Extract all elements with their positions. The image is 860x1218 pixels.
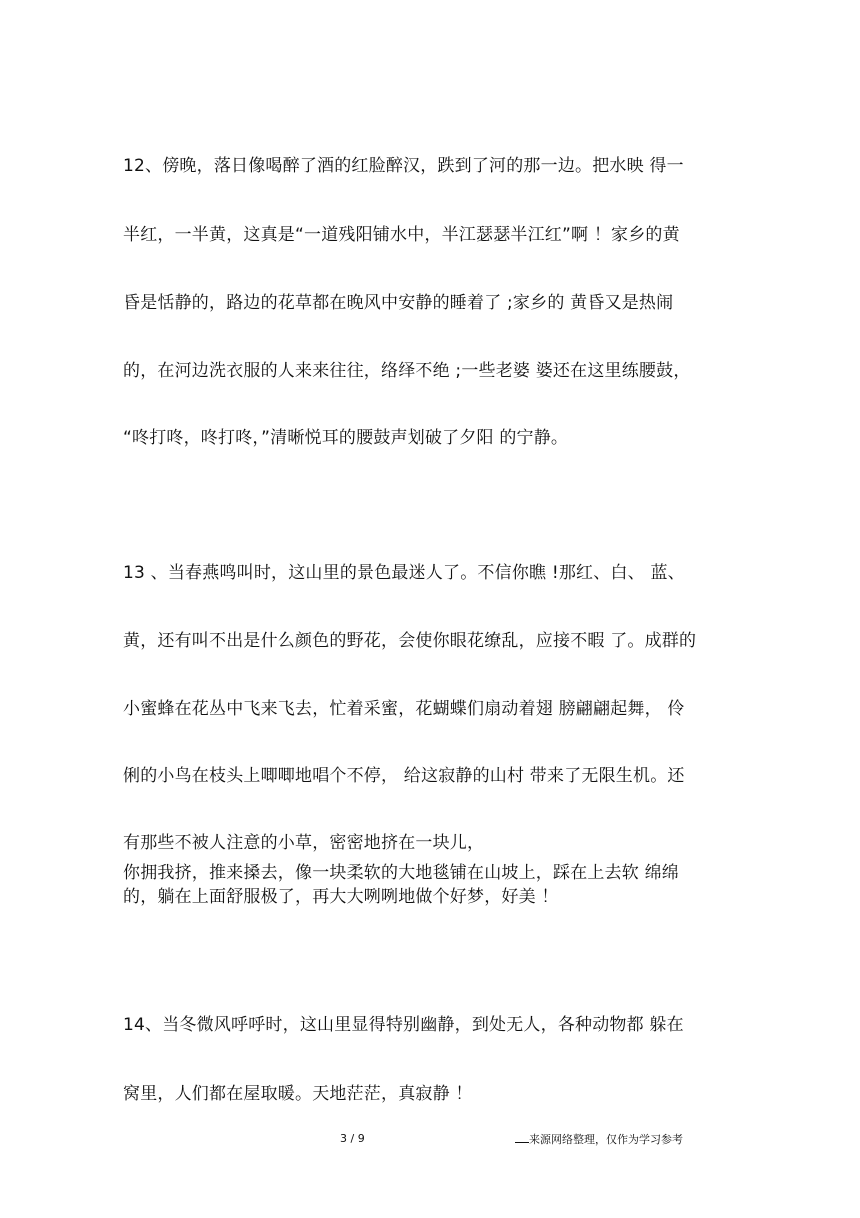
footer-note-text: 来源网络整理，仅作为学习参考 (529, 1133, 683, 1146)
paragraph-line: 的，在河边洗衣服的人来来往往，络绎不绝 ;一些老婆 婆还在这里练腰鼓， (123, 361, 691, 381)
paragraph-line: 窝里，人们都在屋取暖。天地茫茫，真寂静 ！ (123, 1084, 473, 1104)
paragraph-line: 黄，还有叫不出是什么颜色的野花，会使你眼花缭乱，应接不暇 了。成群的 (123, 631, 697, 651)
paragraph-line: 13 、当春燕鸣叫时，这山里的景色最迷人了。不信你瞧 !那红、白、 蓝、 (123, 563, 685, 583)
paragraph-line: 的，躺在上面舒服极了，再大大咧咧地做个好梦，好美 ！ (123, 887, 559, 907)
paragraph-line: 有那些不被人注意的小草，密密地挤在一块儿， (123, 833, 485, 853)
footer-note (515, 1132, 683, 1147)
paragraph-line: “咚打咚，咚打咚，”清晰悦耳的腰鼓声划破了夕阳 的宁静。 (123, 428, 569, 448)
paragraph-line: 12、傍晚，落日像喝醉了酒的红脸醉汉，跌到了河的那一边。把水映 得一 (123, 156, 684, 176)
paragraph-line: 小蜜蜂在花丛中飞来飞去，忙着采蜜，花蝴蝶们扇动着翅 膀翩翩起舞， 伶 (123, 699, 685, 719)
paragraph-line: 俐的小鸟在枝头上唧唧地唱个不停， 给这寂静的山村 带来了无限生机。还 (123, 766, 685, 786)
paragraph-line: 你拥我挤，推来搡去，像一块柔软的大地毯铺在山坡上，踩在上去软 绵绵 (123, 863, 680, 883)
underline-mark (515, 1132, 529, 1143)
paragraph-line: 14、当冬微风呼呼时，这山里显得特别幽静，到处无人，各种动物都 躲在 (123, 1015, 684, 1035)
paragraph-line: 昏是恬静的，路边的花草都在晚风中安静的睡着了 ;家乡的 黄昏又是热闹 (123, 293, 674, 313)
paragraph-line: 半红，一半黄，这真是“一道残阳铺水中，半江瑟瑟半江红”啊 ！家乡的黄 (123, 225, 680, 245)
page-number: 3 / 9 (340, 1132, 365, 1145)
